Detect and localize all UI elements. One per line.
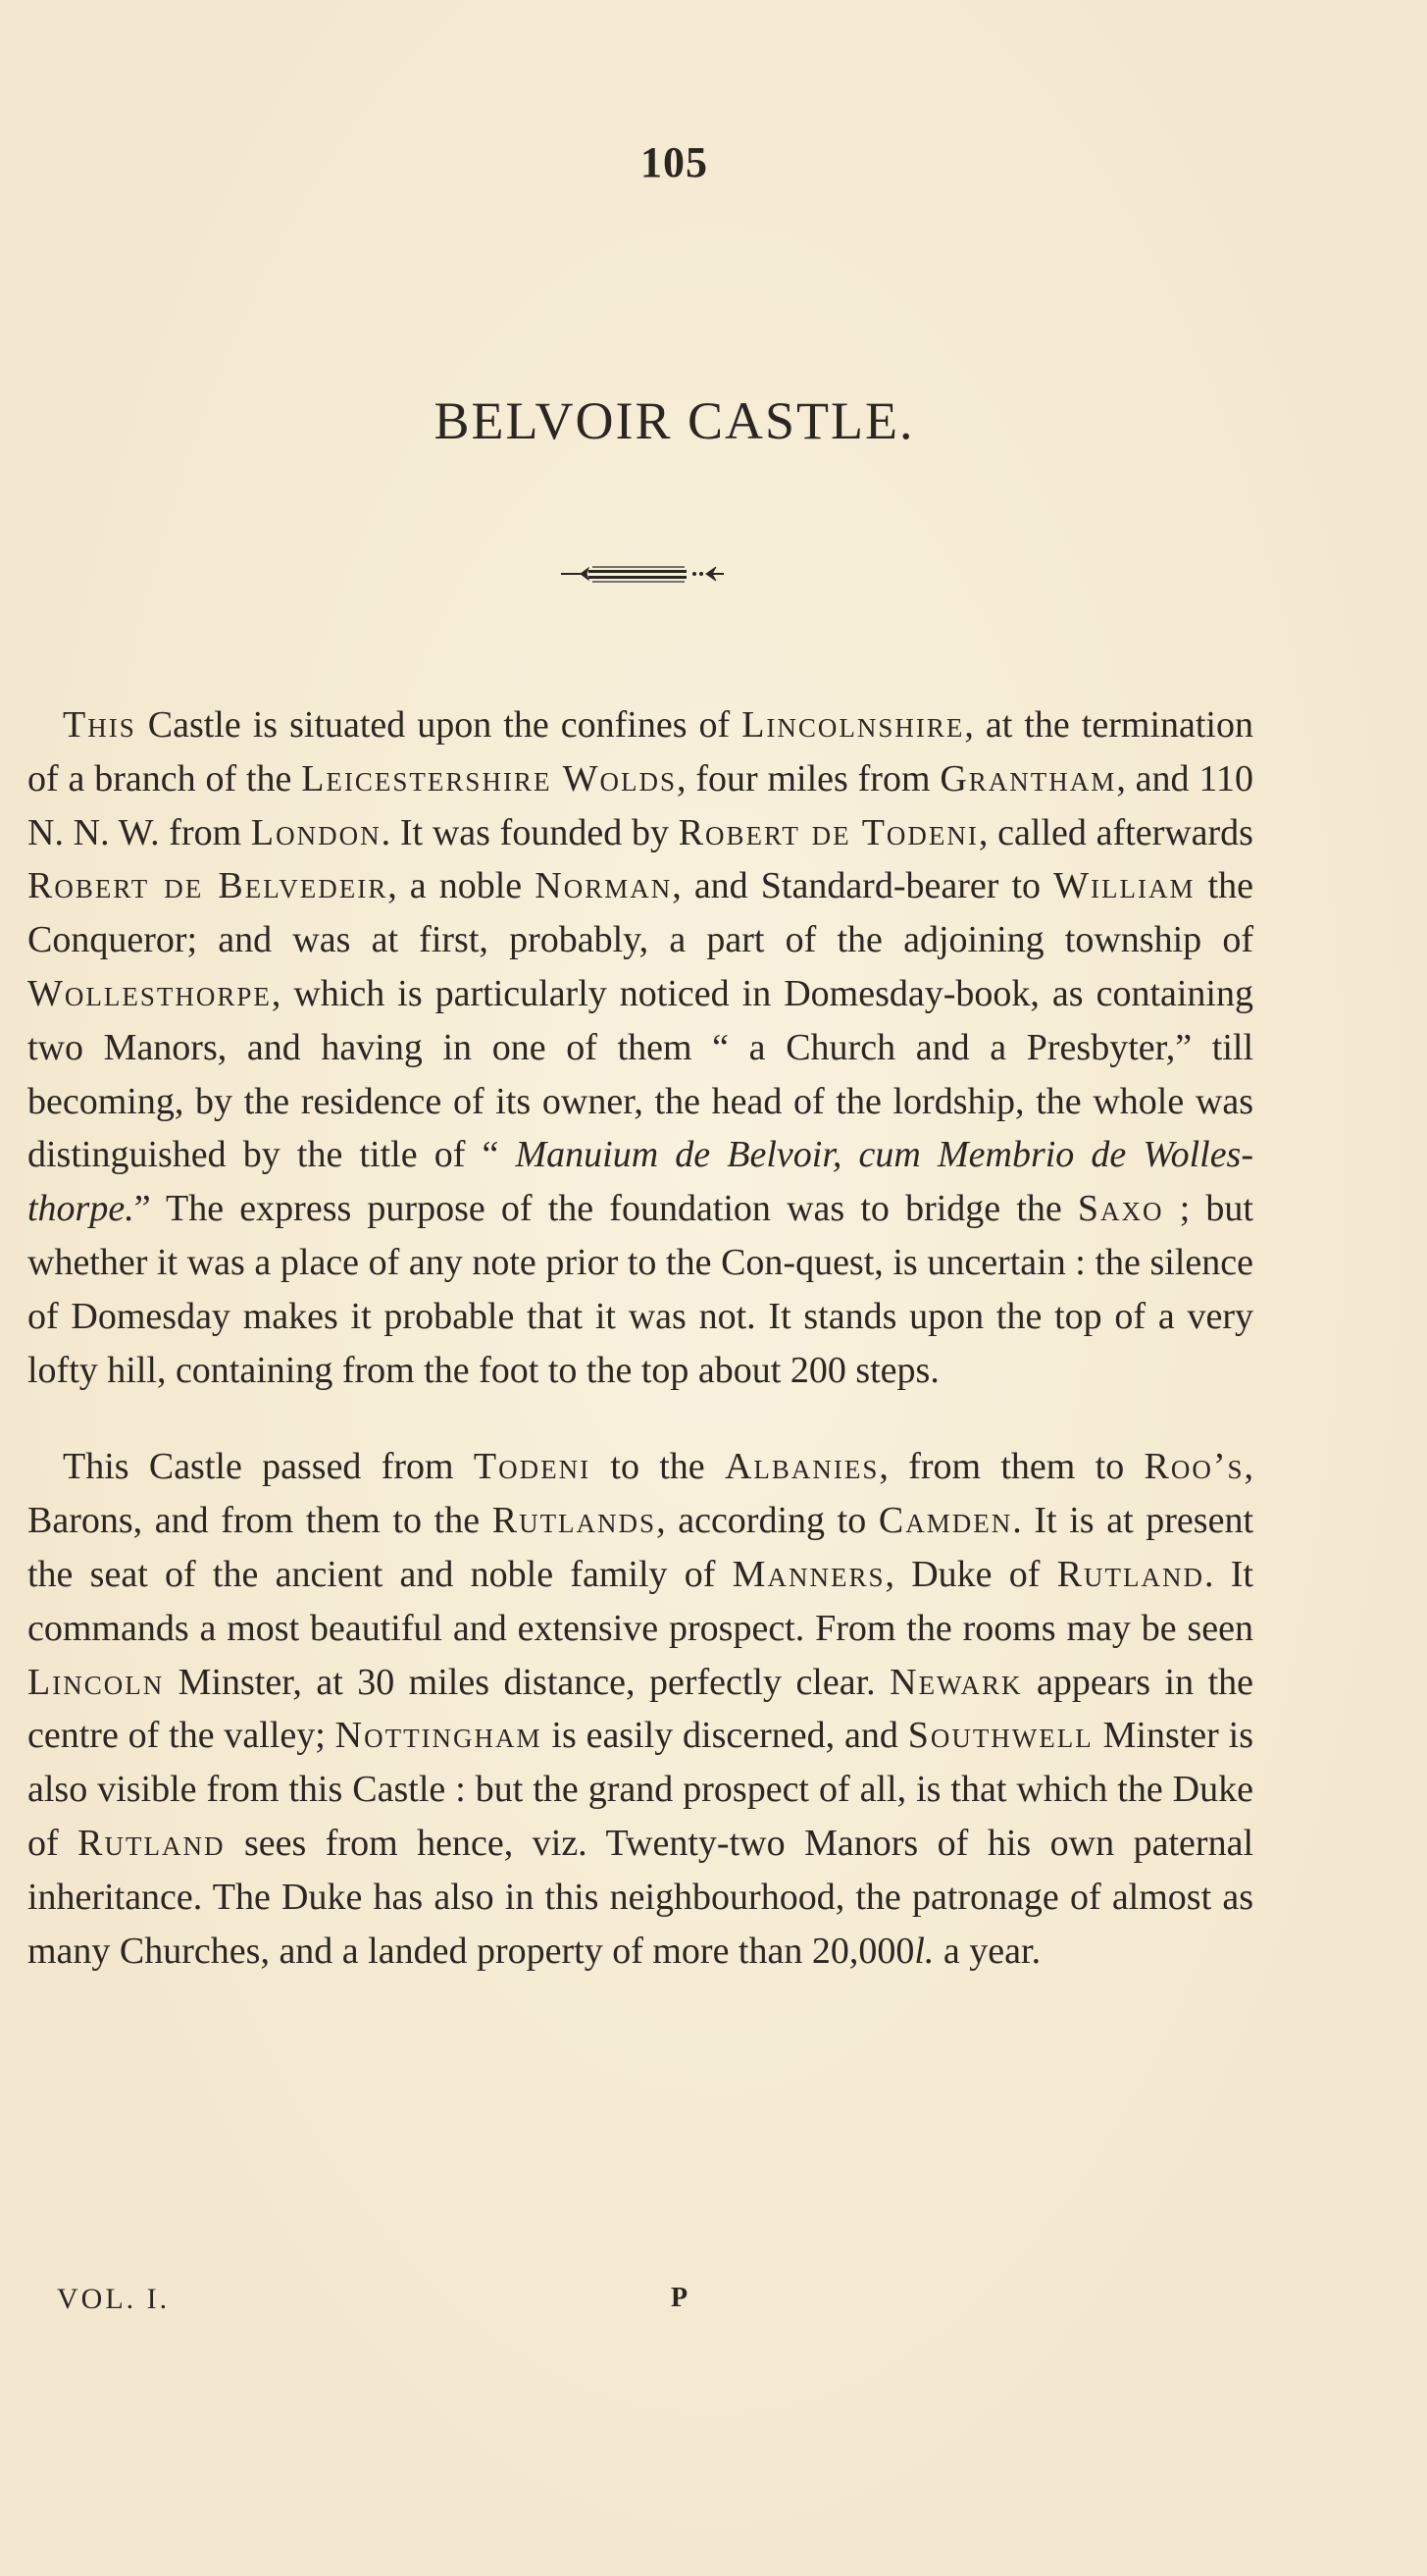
text-span: , called afterwards — [978, 811, 1253, 853]
page-title: BELVOIR CASTLE. — [433, 391, 915, 450]
person-name: Albanies — [724, 1446, 880, 1488]
person-name: Manners — [732, 1553, 886, 1595]
place-name: Southwell — [907, 1715, 1094, 1757]
text-span: , Barons, and from them to the — [27, 1446, 1253, 1542]
person-name: Robert de Todeni — [678, 811, 979, 853]
volume-signature: VOL. I. — [57, 2283, 171, 2315]
person-name: William — [1053, 865, 1196, 907]
text-span: , a noble — [387, 865, 535, 907]
text-span: , from them to — [879, 1446, 1145, 1488]
page-footer — [0, 2283, 1427, 2332]
text-span: appears in the centre of the valley; — [27, 1661, 1253, 1757]
place-name: Lincolnshire — [741, 704, 965, 746]
place-name: Leicestershire Wolds — [301, 757, 677, 799]
person-name: Roo’s — [1144, 1446, 1245, 1488]
text-span: , Duke of — [885, 1553, 1057, 1595]
text-span: , according to — [656, 1500, 879, 1542]
text-span: , and 110 N. N. W. from — [27, 757, 1253, 853]
sheet-signature-mark: P — [671, 2283, 691, 2313]
text-span: , four miles from — [676, 757, 941, 799]
text-span: to the — [590, 1446, 725, 1488]
text-span: This Castle passed from — [63, 1446, 474, 1488]
text-span: the Conqueror; and was at first, probably, a part of the adjoining township of — [27, 865, 1253, 961]
text-span: . It is at present the seat of the ancient and noble family of — [27, 1500, 1254, 1595]
paragraph-castle-situation — [27, 698, 1253, 1397]
printer-rule-ornament-icon — [559, 561, 726, 587]
text-span: , and Standard-bearer to — [672, 865, 1054, 907]
place-name: Newark — [890, 1661, 1023, 1703]
text-span: Castle is situated upon the confines of — [135, 704, 742, 746]
latin-title: Manuium de Belvoir, cum Membrio de Wolles-thorpe. — [27, 1134, 1254, 1230]
text-span: Minster, at 30 miles distance, perfectly clear. — [164, 1661, 891, 1703]
place-name: Lincoln — [27, 1661, 165, 1703]
page-number: 105 — [640, 138, 708, 186]
person-name: Robert de Belvedeir — [27, 865, 388, 907]
text-span: . It commands a most beautiful and extensive prospect. From the rooms may be seen — [27, 1553, 1253, 1649]
text-span: , which is particularly noticed in Domesday-book, as containing two Manors, and having in one of them “ a Church and a Presbyter,” till becoming, by the residence of its owner, the head of the lordship, the whole was distinguished by the title of “ — [27, 972, 1253, 1176]
paragraph-castle-history — [27, 1440, 1253, 1978]
place-name: Nottingham — [334, 1715, 542, 1757]
place-name: London — [250, 811, 382, 853]
place-name: Grantham — [940, 757, 1117, 799]
text-span: , at the termination of a branch of the — [27, 704, 1253, 799]
person-name: Camden — [878, 1500, 1013, 1542]
person-name: Rutlands — [491, 1500, 657, 1542]
text-span: a year. — [934, 1930, 1042, 1972]
text-span: . It was founded by — [381, 811, 679, 853]
text-span: is easily discerned, and — [541, 1715, 908, 1757]
text-span: sees from hence, viz. Twenty-two Manors of his own paternal inheritance. The Duke has also in this neighbourhood, the patronage of almost as many Churches, and a landed property of more than 20,000 — [27, 1822, 1253, 1972]
person-name: Norman — [535, 865, 673, 907]
text-span: ” The express purpose of the foundation was to bridge the — [133, 1188, 1078, 1230]
person-name: Rutland — [1056, 1553, 1205, 1595]
text-span: ; but whether it was a place of any note prior to the Con-quest, is uncertain : the silence of Domesday makes it probable that it was not. It stands upon the top of a very lofty hill, containing from the foot to the top about 200 steps. — [27, 1188, 1253, 1391]
place-name: Saxo — [1077, 1188, 1164, 1230]
person-name: Rutland — [77, 1822, 226, 1864]
place-name: Wollesthorpe — [27, 972, 272, 1014]
text-span: Minster is also visible from this Castle : but the grand prospect of all, is that which the Duke of — [27, 1715, 1254, 1864]
text-span: This — [63, 704, 136, 746]
person-name: Todeni — [473, 1446, 591, 1488]
body-text — [27, 698, 1253, 1978]
currency-symbol: l. — [914, 1930, 935, 1972]
